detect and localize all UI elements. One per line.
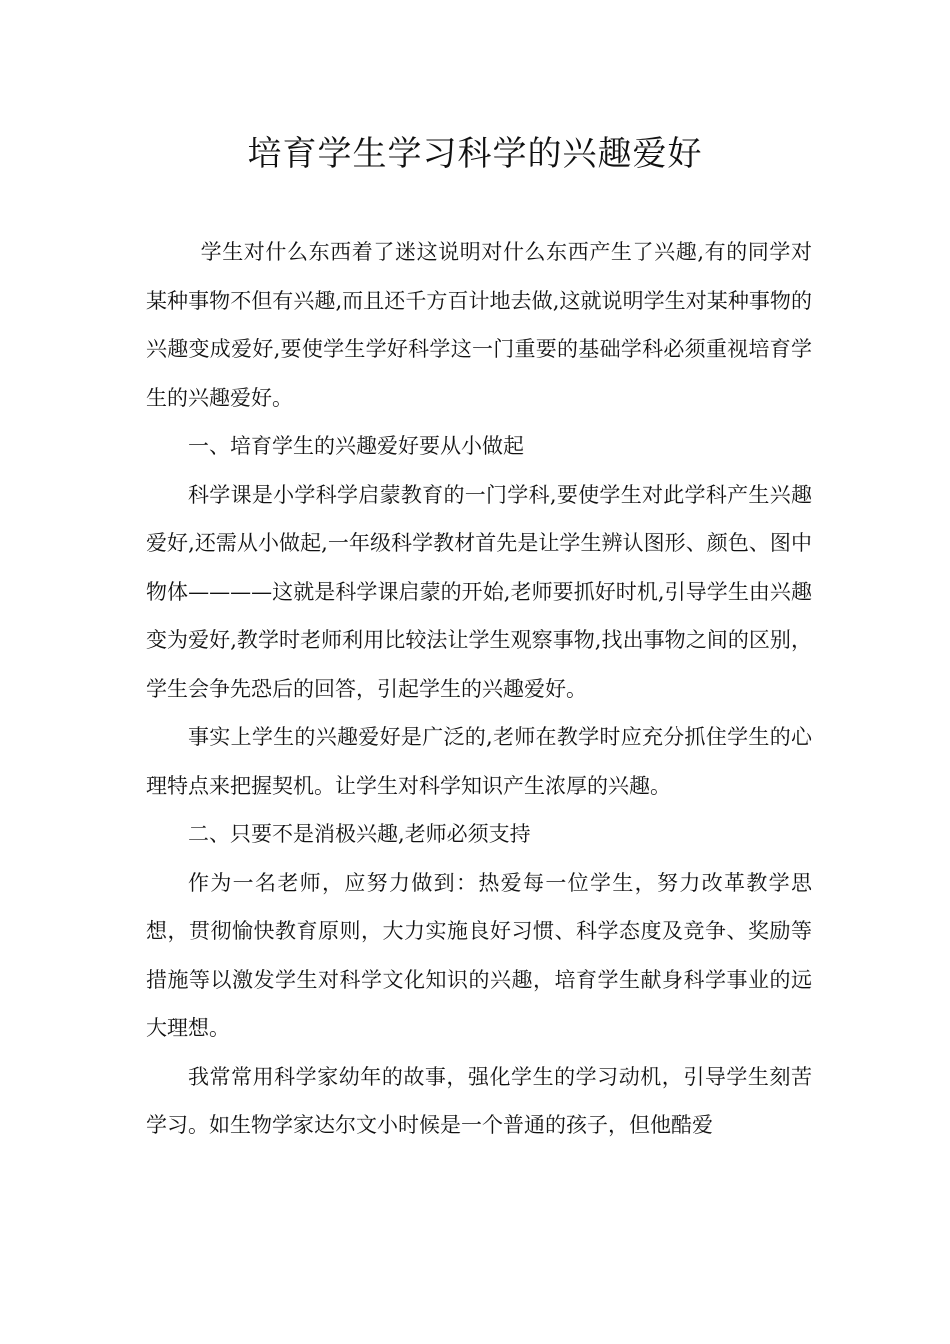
paragraph-section2-b: 我常常用科学家幼年的故事，强化学生的学习动机，引导学生刻苦学习。如生物学家达尔文小时候是一个普通的孩子，但他酷爱 <box>146 1064 812 1137</box>
section-heading-2: 二、只要不是消极兴趣,老师必须支持 <box>188 822 531 846</box>
paragraph-intro: 学生对什么东西着了迷这说明对什么东西产生了兴趣,有的同学对某种事物不但有兴趣,而且还千方百计地去做,这就说明学生对某种事物的兴趣变成爱好,要使学生学好科学这一门重要的基础学科必须重视培育学生的兴趣爱好。 <box>146 240 812 410</box>
document-body <box>146 228 812 1150</box>
paragraph-section1-a: 科学课是小学科学启蒙教育的一门学科,要使学生对此学科产生兴趣爱好,还需从小做起,一年级科学教材首先是让学生辨认图形、颜色、图中物体————这就是科学课启蒙的开始,老师要抓好时机,引导学生由兴趣变为爱好,教学时老师利用比较法让学生观察事物,找出事物之间的区别，学生会争先恐后的回答，引起学生的兴趣爱好。 <box>146 482 812 701</box>
section-heading-1: 一、培育学生的兴趣爱好要从小做起 <box>188 434 524 458</box>
paragraph-section1-b: 事实上学生的兴趣爱好是广泛的,老师在教学时应充分抓住学生的心理特点来把握契机。让学生对科学知识产生浓厚的兴趣。 <box>146 725 812 798</box>
paragraph-section2-a: 作为一名老师，应努力做到：热爱每一位学生，努力改革教学思想，贯彻愉快教育原则，大力实施良好习惯、科学态度及竞争、奖励等措施等以激发学生对科学文化知识的兴趣，培育学生献身科学事业的远大理想。 <box>146 870 812 1040</box>
document-title: 培育学生学习科学的兴趣爱好 <box>247 134 703 174</box>
